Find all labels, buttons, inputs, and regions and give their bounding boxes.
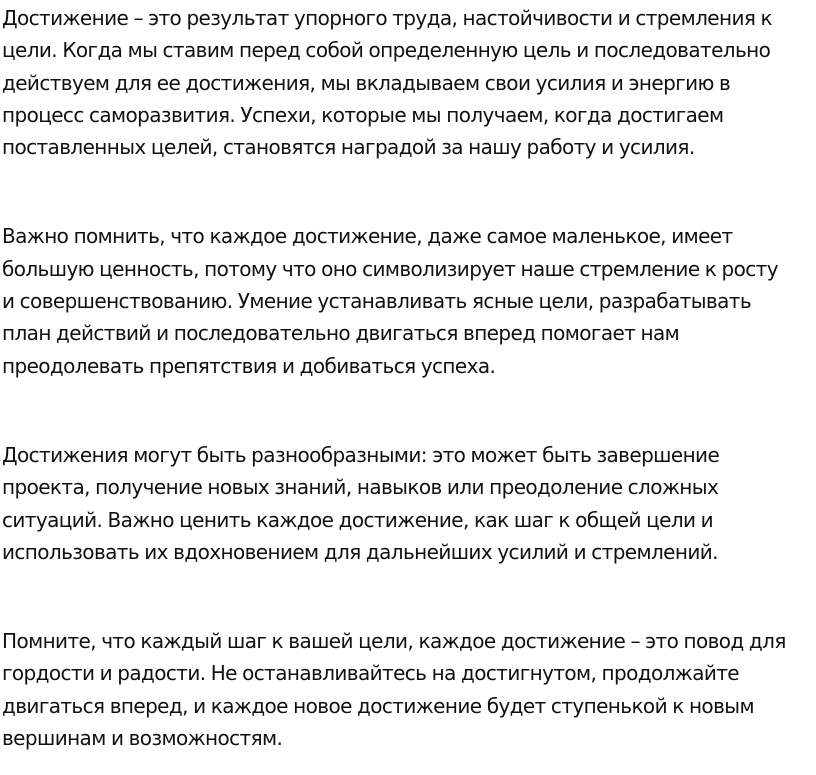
paragraph-line: большую ценность, потому что оно символизирует наше стремление к росту	[2, 256, 778, 281]
paragraph-line: преодолевать препятствия и добиваться успеха.	[2, 353, 496, 378]
paragraph-line: Важно помнить, что каждое достижение, даже самое маленькое, имеет	[2, 224, 733, 249]
paragraph-line: ситуаций. Важно ценить каждое достижение, как шаг к общей цели и	[2, 507, 714, 532]
paragraph-line: действуем для ее достижения, мы вкладываем свои усилия и энергию в	[2, 70, 731, 95]
paragraph-2	[2, 220, 816, 381]
paragraph-line: двигаться вперед, и каждое новое достижение будет ступенькой к новым	[2, 693, 754, 718]
paragraph-line: вершинам и возможностям.	[2, 726, 283, 751]
paragraph-line: проекта, получение новых знаний, навыков или преодоление сложных	[2, 475, 719, 500]
paragraph-4	[2, 625, 816, 754]
paragraph-line: использовать их вдохновением для дальнейших усилий и стремлений.	[2, 539, 718, 564]
paragraph-line: цели. Когда мы ставим перед собой определенную цель и последовательно	[2, 38, 771, 63]
paragraph-line: поставленных целей, становятся наградой за нашу работу и усилия.	[2, 135, 695, 160]
paragraph-line: Достижения могут быть разнообразными: это может быть завершение	[2, 442, 720, 467]
paragraph-1	[2, 2, 816, 163]
paragraph-3	[2, 439, 816, 568]
paragraph-line: процесс саморазвития. Успехи, которые мы получаем, когда достигаем	[2, 102, 724, 127]
paragraph-line: Помните, что каждый шаг к вашей цели, каждое достижение – это повод для	[2, 629, 786, 654]
paragraph-line: гордости и радости. Не останавливайтесь на достигнутом, продолжайте	[2, 661, 740, 686]
paragraph-line: и совершенствованию. Умение устанавливать ясные цели, разрабатывать	[2, 289, 752, 314]
paragraph-line: план действий и последовательно двигаться вперед помогает нам	[2, 321, 680, 346]
paragraph-line: Достижение – это результат упорного труда, настойчивости и стремления к	[2, 6, 773, 30]
